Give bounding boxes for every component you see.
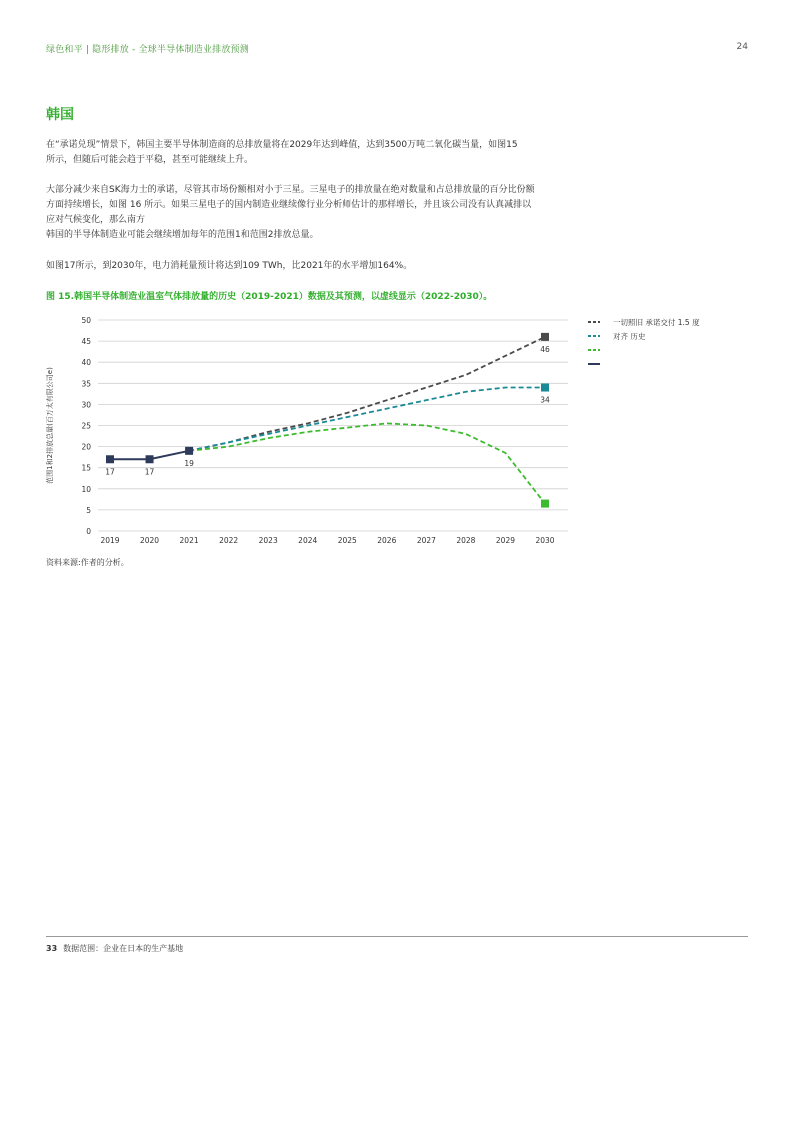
- data-label: 17: [105, 467, 115, 477]
- data-point-marker: [541, 500, 549, 508]
- x-tick-label: 2028: [456, 536, 476, 545]
- paragraph-line: 方面持续增长，如图 16 所示。如果三星电子的国内制造业继续像行业分析师估计的那样增长，并且该公司没有认真减排以: [46, 200, 532, 210]
- figure-caption: 图 15.韩国半导体制造业温室气体排放量的历史（2019-2021）数据及其预测，以虚线显示（2022-2030）。: [46, 292, 493, 302]
- y-tick-label: 20: [81, 442, 91, 452]
- chart-legend: [588, 317, 700, 364]
- x-axis-ticks: [100, 536, 554, 545]
- chart-gridlines: [98, 320, 568, 531]
- legend-label: 对齐 历史: [613, 332, 646, 341]
- y-axis-ticks: [81, 316, 91, 536]
- y-tick-label: 15: [81, 463, 91, 473]
- data-label: 34: [540, 395, 550, 405]
- emissions-line-chart: [40, 306, 740, 551]
- y-tick-label: 10: [81, 484, 91, 494]
- data-point-marker: [541, 384, 549, 392]
- series-line: [189, 423, 545, 503]
- section-title: 韩国: [46, 107, 74, 123]
- paragraph-1: [46, 138, 566, 168]
- running-header: 绿色和平 | 隐形排放 - 全球半导体制造业排放预测: [46, 45, 249, 55]
- x-tick-label: 2029: [495, 536, 516, 545]
- chart-data-labels: [105, 345, 550, 476]
- footnote: [46, 943, 183, 954]
- paragraph-line: 在“承诺兑现”情景下，韩国主要半导体制造商的总排放量将在2029年达到峰值，达到3500万吨二氧化碳当量，如图15: [46, 140, 518, 150]
- series-line: [189, 388, 545, 451]
- x-tick-label: 2030: [535, 536, 555, 545]
- chart-series: [106, 333, 549, 508]
- y-tick-label: 35: [81, 379, 91, 389]
- legend-label: 一切照旧 承诺交付 1.5 度: [613, 318, 700, 327]
- footnote-text: 数据范围：企业在日本的生产基地: [63, 944, 184, 953]
- y-tick-label: 45: [81, 337, 91, 347]
- paragraph-3: [46, 259, 566, 274]
- page-number: 24: [736, 42, 748, 52]
- figure-source: 资料来源:作者的分析。: [46, 558, 129, 567]
- data-label: 17: [144, 467, 155, 477]
- x-tick-label: 2020: [139, 536, 160, 545]
- paragraph-2: [46, 183, 566, 243]
- y-tick-label: 40: [81, 358, 91, 368]
- footnote-number: 33: [46, 944, 58, 953]
- x-tick-label: 2026: [377, 536, 397, 545]
- paragraph-line: 大部分减少来自SK海力士的承诺，尽管其市场份额相对小于三星。三星电子的排放量在绝对数量和占总排放量的百分比份额: [46, 185, 535, 195]
- paragraph-line: 应对气候变化，那么南方: [46, 215, 146, 225]
- data-point-marker: [106, 455, 114, 463]
- y-tick-label: 0: [86, 527, 91, 536]
- footer-divider: [46, 936, 748, 937]
- paragraph-line: 所示，但随后可能会趋于平稳，甚至可能继续上升。: [46, 155, 254, 165]
- x-tick-label: 2025: [337, 536, 357, 545]
- y-tick-label: 30: [81, 400, 91, 410]
- data-point-marker: [541, 333, 549, 341]
- series-line: [189, 337, 545, 451]
- y-tick-label: 5: [86, 505, 91, 515]
- x-tick-label: 2021: [179, 536, 199, 545]
- y-tick-label: 50: [81, 316, 91, 325]
- x-tick-label: 2027: [416, 536, 436, 545]
- x-tick-label: 2024: [298, 536, 318, 545]
- data-point-marker: [146, 455, 154, 463]
- paragraph-line: 韩国的半导体制造业可能会继续增加每年的范围1和范围2排放总量。: [46, 230, 319, 240]
- x-tick-label: 2023: [258, 536, 278, 545]
- y-axis-label: 范围1和2排放总量(百万太有限公司e): [46, 367, 54, 484]
- x-tick-label: 2022: [219, 536, 239, 545]
- y-tick-label: 25: [81, 421, 91, 431]
- data-label: 19: [184, 458, 194, 468]
- data-label: 46: [540, 344, 550, 354]
- x-tick-label: 2019: [100, 536, 120, 545]
- data-point-marker: [185, 447, 193, 455]
- paragraph-line: 如图17所示，到2030年，电力消耗量预计将达到109 TWh，比2021年的水平增加164%。: [46, 261, 413, 271]
